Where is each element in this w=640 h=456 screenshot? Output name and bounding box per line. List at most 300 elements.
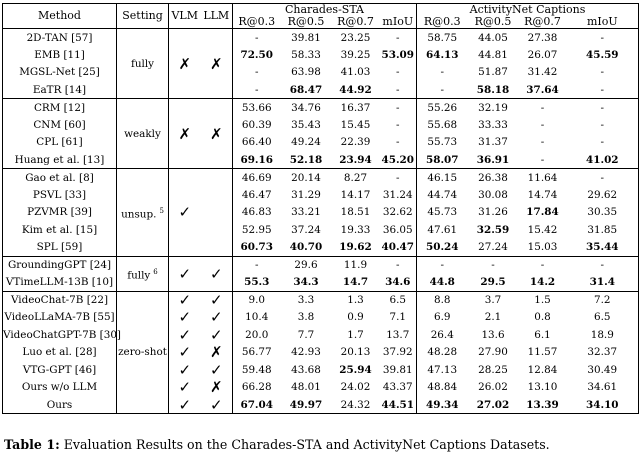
value-text: 45.59	[586, 48, 619, 61]
value-text: 60.73	[240, 241, 274, 253]
value-cell	[281, 204, 332, 222]
value-text: 36.91	[476, 153, 510, 166]
value-cell	[567, 309, 639, 327]
value-cell	[233, 116, 281, 134]
value-text: 1.3	[347, 294, 364, 306]
value-text: -	[540, 259, 545, 271]
table-row	[3, 134, 639, 152]
value-text: -	[540, 101, 545, 114]
value-text: 14.2	[529, 276, 556, 288]
setting-footnote: 5	[159, 206, 164, 215]
method-cell: VTimeLLM-13B [10]	[3, 274, 117, 292]
value-text: -	[600, 136, 605, 149]
value-cell	[417, 239, 468, 257]
table-row	[3, 379, 639, 397]
value-cell	[233, 256, 281, 274]
value-text: 27.24	[478, 241, 508, 253]
value-cell	[417, 169, 468, 187]
value-text: 22.39	[340, 136, 371, 149]
value-text: 30.08	[478, 188, 508, 201]
value-text: 28.25	[478, 363, 508, 376]
value-text: -	[254, 259, 259, 271]
value-text: 19.33	[340, 223, 371, 236]
value-cell	[567, 379, 639, 397]
value-text: 31.4	[589, 276, 615, 288]
value-text: 24.32	[340, 398, 371, 411]
table-row	[3, 239, 639, 257]
value-cell	[380, 221, 417, 239]
value-text: 39.81	[382, 363, 413, 376]
value-text: 31.24	[382, 188, 413, 201]
value-cell	[567, 221, 639, 239]
value-text: 27.02	[476, 398, 510, 411]
value-text: 48.28	[427, 346, 458, 359]
value-text: 51.87	[478, 66, 508, 79]
method-cell: CPL [61]	[3, 134, 117, 152]
value-cell	[519, 151, 567, 169]
value-text: 35.43	[291, 118, 321, 131]
value-cell	[233, 46, 281, 64]
value-cell	[281, 46, 332, 64]
value-cell	[519, 116, 567, 134]
value-text: 16.37	[340, 101, 371, 114]
value-text: -	[396, 101, 400, 114]
value-cell	[417, 99, 468, 117]
method-cell: SPL [59]	[3, 239, 117, 257]
value-cell	[567, 64, 639, 82]
value-text: 40.47	[381, 241, 415, 253]
value-cell	[332, 64, 380, 82]
llm-mark: ✓	[201, 309, 233, 327]
metric-header-activitynet-0: R@0.3	[417, 16, 468, 29]
value-cell	[567, 151, 639, 169]
value-text: 66.40	[241, 136, 272, 149]
value-text: 40.70	[289, 241, 323, 253]
table-row	[3, 274, 639, 292]
llm-mark: ✗	[201, 344, 233, 362]
method-cell: 2D-TAN [57]	[3, 29, 117, 47]
table-row	[3, 99, 639, 117]
value-cell	[281, 361, 332, 379]
value-cell	[519, 204, 567, 222]
value-text: 43.68	[291, 363, 321, 376]
value-text: 45.20	[381, 153, 415, 166]
value-cell	[233, 309, 281, 327]
value-text: 58.07	[425, 153, 459, 166]
value-cell	[281, 256, 332, 274]
value-text: 33.33	[478, 118, 508, 131]
value-text: 44.05	[478, 31, 508, 44]
value-text: 34.10	[586, 398, 619, 411]
llm-mark: ✓	[201, 326, 233, 344]
value-cell	[519, 134, 567, 152]
value-text: 29.5	[480, 276, 506, 288]
value-text: 14.17	[340, 188, 371, 201]
value-cell	[417, 186, 468, 204]
value-text: 14.74	[527, 188, 558, 201]
value-cell	[417, 221, 468, 239]
vlm-mark: ✓	[178, 308, 192, 327]
value-text: -	[540, 136, 545, 149]
value-text: 48.84	[427, 381, 458, 394]
vlm-header: VLM	[169, 4, 201, 29]
llm-mark: ✓	[201, 256, 233, 291]
value-text: 19.62	[339, 241, 372, 253]
setting-cell	[117, 29, 169, 99]
value-cell	[417, 361, 468, 379]
value-cell	[468, 64, 519, 82]
method-cell: Kim et al. [15]	[3, 221, 117, 239]
value-text: 49.97	[289, 398, 323, 411]
value-text: 64.13	[425, 48, 459, 61]
value-cell	[519, 309, 567, 327]
value-cell	[281, 379, 332, 397]
table-row	[3, 309, 639, 327]
value-cell	[380, 116, 417, 134]
setting-label: fully	[127, 269, 151, 282]
table-row	[3, 81, 639, 99]
value-text: 23.25	[340, 31, 371, 44]
value-cell	[281, 81, 332, 99]
value-text: 13.6	[481, 328, 505, 341]
value-cell	[281, 134, 332, 152]
value-text: 30.35	[587, 206, 618, 219]
value-text: 36.05	[382, 223, 413, 236]
setting-label: fully	[130, 57, 155, 70]
value-text: 13.39	[526, 398, 559, 411]
value-cell	[468, 169, 519, 187]
value-cell	[281, 239, 332, 257]
setting-cell	[117, 256, 169, 291]
value-cell	[417, 204, 468, 222]
value-cell	[332, 239, 380, 257]
value-cell	[417, 256, 468, 274]
value-text: 13.10	[527, 381, 558, 394]
value-cell	[281, 64, 332, 82]
caption-text: Evaluation Results on the Charades-STA and ActivityNet Captions Datasets.	[59, 437, 550, 452]
value-text: 6.1	[534, 328, 551, 341]
table-row	[3, 344, 639, 362]
method-cell: MGSL-Net [25]	[3, 64, 117, 82]
value-text: 32.62	[382, 206, 413, 219]
method-cell: VideoLLaMA-7B [55]	[3, 309, 117, 327]
value-text: 31.37	[478, 136, 508, 149]
value-cell	[567, 29, 639, 47]
value-text: 0.9	[347, 311, 364, 324]
value-text: -	[396, 118, 400, 131]
setting-cell	[117, 291, 169, 414]
value-cell	[380, 256, 417, 274]
value-text: 2.1	[484, 311, 502, 324]
value-cell	[519, 291, 567, 309]
value-text: 23.94	[339, 153, 372, 166]
value-cell	[380, 29, 417, 47]
value-text: 34.76	[291, 101, 321, 114]
value-cell	[468, 326, 519, 344]
table-row	[3, 291, 639, 309]
value-cell	[417, 326, 468, 344]
value-text: -	[254, 83, 259, 96]
activitynet-header: ActivityNet Captions	[417, 4, 639, 17]
value-cell	[567, 134, 639, 152]
value-text: 11.9	[343, 259, 368, 271]
value-cell	[468, 81, 519, 99]
value-cell	[233, 151, 281, 169]
value-cell	[468, 186, 519, 204]
value-text: 1.7	[347, 328, 364, 341]
value-cell	[332, 186, 380, 204]
value-cell	[233, 326, 281, 344]
value-cell	[332, 274, 380, 292]
value-cell	[519, 186, 567, 204]
value-text: 39.81	[291, 31, 321, 44]
value-cell	[519, 326, 567, 344]
value-cell	[468, 256, 519, 274]
caption-label: Table 1:	[4, 437, 60, 452]
value-text: 15.03	[527, 241, 558, 253]
method-cell: EaTR [14]	[3, 81, 117, 99]
value-cell	[233, 396, 281, 414]
value-text: 39.25	[340, 48, 371, 61]
value-cell	[519, 46, 567, 64]
value-cell	[417, 396, 468, 414]
value-cell	[519, 396, 567, 414]
value-cell	[233, 64, 281, 82]
value-text: 41.03	[340, 66, 371, 79]
value-cell	[281, 344, 332, 362]
value-text: 47.61	[427, 223, 458, 236]
value-cell	[468, 379, 519, 397]
value-text: 46.69	[241, 171, 272, 184]
value-cell	[332, 99, 380, 117]
method-cell: Ours w/o LLM	[3, 379, 117, 397]
metric-header-charades-1: R@0.5	[281, 16, 332, 29]
value-text: 26.38	[478, 171, 508, 184]
value-cell	[233, 291, 281, 309]
value-text: 7.2	[594, 294, 611, 306]
value-cell	[380, 204, 417, 222]
value-text: 47.13	[427, 363, 458, 376]
charades-header: Charades-STA	[233, 4, 417, 17]
value-cell	[417, 274, 468, 292]
value-text: 53.66	[241, 101, 272, 114]
value-cell	[233, 99, 281, 117]
value-cell	[519, 169, 567, 187]
value-text: 31.26	[478, 206, 508, 219]
method-cell: VTG-GPT [46]	[3, 361, 117, 379]
vlm-mark: ✗	[169, 99, 201, 169]
table-row	[3, 326, 639, 344]
value-text: 20.13	[340, 346, 371, 359]
value-cell	[519, 379, 567, 397]
vlm-mark: ✓	[169, 291, 201, 309]
value-text: 29.6	[294, 259, 318, 271]
value-cell	[519, 221, 567, 239]
method-cell: PSVL [33]	[3, 186, 117, 204]
value-cell	[567, 396, 639, 414]
value-cell	[233, 239, 281, 257]
value-cell	[519, 361, 567, 379]
value-cell	[281, 221, 332, 239]
value-cell	[233, 169, 281, 187]
value-cell	[567, 169, 639, 187]
table-caption	[4, 437, 640, 452]
table-row	[3, 186, 639, 204]
value-text: -	[491, 259, 495, 271]
value-text: -	[600, 66, 605, 79]
value-cell	[233, 379, 281, 397]
value-text: 55.73	[427, 136, 458, 149]
method-cell: GroundingGPT [24]	[3, 256, 117, 274]
value-cell	[380, 291, 417, 309]
method-header: Method	[3, 4, 117, 29]
value-text: 52.18	[289, 153, 323, 166]
llm-mark: ✓	[201, 361, 233, 379]
value-cell	[468, 134, 519, 152]
method-cell: PZVMR [39]	[3, 204, 117, 222]
value-text: 27.90	[478, 346, 508, 359]
value-cell	[567, 116, 639, 134]
value-cell	[233, 134, 281, 152]
value-text: 26.4	[430, 328, 454, 341]
value-text: -	[540, 153, 545, 166]
value-cell	[380, 81, 417, 99]
value-cell	[281, 151, 332, 169]
value-cell	[417, 134, 468, 152]
value-cell	[468, 291, 519, 309]
value-cell	[417, 151, 468, 169]
value-text: 59.48	[241, 363, 272, 376]
value-cell	[380, 186, 417, 204]
value-cell	[519, 81, 567, 99]
vlm-mark: ✓	[178, 325, 192, 344]
table-row	[3, 169, 639, 187]
value-cell	[417, 64, 468, 82]
value-text: 55.68	[427, 118, 458, 131]
metric-header-activitynet-1: R@0.5	[468, 16, 519, 29]
method-cell: CRM [12]	[3, 99, 117, 117]
method-cell: VideoChat-7B [22]	[3, 291, 117, 309]
value-cell	[417, 29, 468, 47]
value-cell	[468, 396, 519, 414]
value-cell	[233, 361, 281, 379]
value-cell	[567, 361, 639, 379]
value-cell	[332, 221, 380, 239]
value-text: 15.45	[340, 118, 371, 131]
value-text: 25.94	[339, 363, 372, 376]
value-text: 72.50	[240, 48, 274, 61]
value-cell	[281, 29, 332, 47]
vlm-mark: ✓	[169, 256, 201, 291]
value-text: 69.16	[240, 153, 274, 166]
value-text: 18.9	[590, 328, 614, 341]
value-text: -	[254, 31, 259, 44]
method-cell: Luo et al. [28]	[3, 344, 117, 362]
value-text: 58.33	[291, 48, 321, 61]
value-text: 46.83	[241, 206, 272, 219]
table-row	[3, 256, 639, 274]
value-text: 27.38	[527, 31, 558, 44]
value-cell	[332, 326, 380, 344]
value-text: 41.02	[586, 153, 619, 166]
value-text: 3.8	[297, 311, 315, 324]
value-text: 67.04	[240, 398, 274, 411]
value-cell	[332, 309, 380, 327]
value-text: 30.49	[587, 363, 618, 376]
value-cell	[567, 186, 639, 204]
table-row	[3, 361, 639, 379]
value-text: 8.27	[343, 171, 368, 184]
value-cell	[567, 274, 639, 292]
value-text: 29.62	[587, 188, 618, 201]
metric-header-charades-2: R@0.7	[332, 16, 380, 29]
llm-header: LLM	[201, 4, 233, 29]
llm-mark: ✓	[201, 396, 233, 414]
value-cell	[567, 344, 639, 362]
value-text: 49.34	[425, 398, 459, 411]
value-text: 49.24	[291, 136, 321, 149]
value-cell	[417, 379, 468, 397]
vlm-mark: ✓	[169, 169, 201, 257]
value-cell	[281, 116, 332, 134]
value-cell	[380, 344, 417, 362]
value-cell	[332, 46, 380, 64]
value-text: 26.07	[527, 48, 558, 61]
value-cell	[380, 64, 417, 82]
value-cell	[380, 134, 417, 152]
value-text: 44.8	[429, 276, 455, 288]
value-text: 20.0	[245, 328, 269, 341]
setting-footnote: 6	[153, 267, 158, 276]
results-table-container	[2, 3, 638, 414]
value-cell	[519, 344, 567, 362]
setting-header: Setting	[117, 4, 169, 29]
value-cell	[567, 239, 639, 257]
value-cell	[468, 116, 519, 134]
value-text: 63.98	[291, 66, 321, 79]
value-cell	[380, 169, 417, 187]
value-cell	[468, 29, 519, 47]
value-cell	[332, 204, 380, 222]
vlm-mark: ✓	[178, 360, 192, 379]
value-text: 17.84	[526, 206, 559, 219]
value-cell	[519, 64, 567, 82]
value-text: -	[396, 66, 400, 79]
value-text: 58.18	[476, 83, 510, 96]
value-cell	[281, 291, 332, 309]
value-cell	[380, 361, 417, 379]
value-cell	[519, 29, 567, 47]
value-text: 34.3	[293, 276, 319, 288]
value-text: -	[600, 259, 605, 271]
value-text: 3.7	[484, 294, 502, 306]
value-cell	[468, 309, 519, 327]
value-cell	[519, 239, 567, 257]
setting-label: zero-shot	[118, 346, 167, 359]
value-text: 32.37	[587, 346, 618, 359]
value-cell	[332, 256, 380, 274]
value-text: 48.01	[291, 381, 321, 394]
value-text: 7.1	[389, 311, 407, 324]
value-cell	[380, 379, 417, 397]
value-cell	[281, 326, 332, 344]
value-text: -	[396, 136, 400, 149]
value-text: 32.19	[478, 101, 508, 114]
table-row	[3, 396, 639, 414]
table-row	[3, 204, 639, 222]
value-cell	[380, 151, 417, 169]
value-cell	[281, 99, 332, 117]
